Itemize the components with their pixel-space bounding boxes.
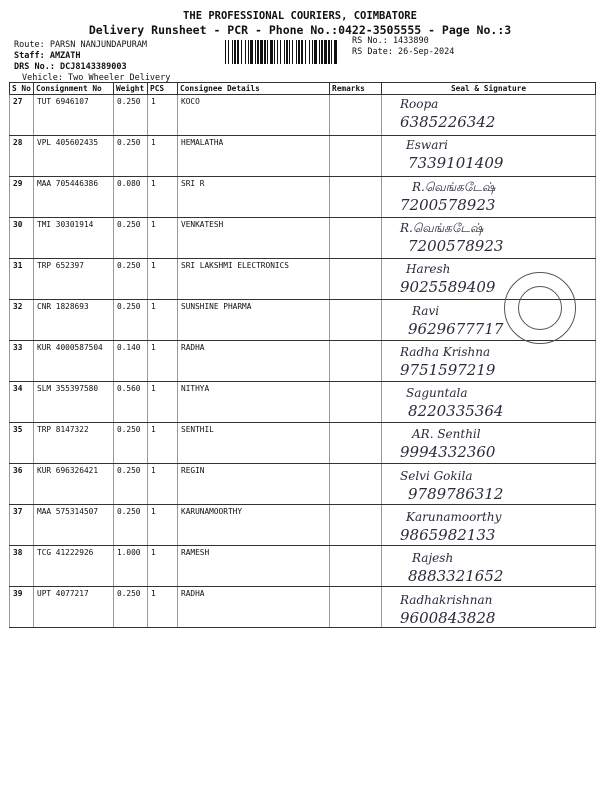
- cell-weight: 0.250: [114, 423, 148, 464]
- cell-consignee: SRI LAKSHMI ELECTRONICS: [178, 259, 330, 300]
- col-sno-header: S No: [10, 83, 34, 95]
- table-header-row: [10, 83, 596, 95]
- table-row: [10, 546, 596, 587]
- cell-pcs: 1: [148, 136, 178, 177]
- cell-sno: 32: [10, 300, 34, 341]
- col-remarks-header: Remarks: [330, 83, 382, 95]
- cell-pcs: 1: [148, 177, 178, 218]
- signature-phone: 9994332360: [400, 443, 496, 462]
- cell-remarks: [330, 546, 382, 587]
- signature-phone: 7200578923: [400, 195, 496, 214]
- cell-cno: KUR 4000587504: [34, 341, 114, 382]
- signature-name: Rajesh: [412, 551, 454, 566]
- signature-name: Ravi: [412, 303, 440, 318]
- seal-stamp-inner: [518, 286, 562, 330]
- cell-sno: 36: [10, 464, 34, 505]
- table-row: [10, 218, 596, 259]
- signature-name: R.வெங்கடேஷ்: [400, 220, 484, 235]
- signature-name: R.வெங்கடேஷ்: [412, 179, 496, 194]
- drs-label: DRS No.: DCJ8143389003: [14, 62, 127, 72]
- cell-pcs: 1: [148, 259, 178, 300]
- cell-cno: UPT 4077217: [34, 587, 114, 628]
- cell-cno: TCG 41222926: [34, 546, 114, 587]
- signature-name: AR. Senthil: [412, 427, 481, 442]
- cell-consignee: REGIN: [178, 464, 330, 505]
- delivery-table: [9, 82, 596, 628]
- cell-sno: 31: [10, 259, 34, 300]
- signature-name: Roopa: [400, 97, 439, 111]
- cell-remarks: [330, 423, 382, 464]
- cell-consignee: RADHA: [178, 341, 330, 382]
- cell-weight: 1.000: [114, 546, 148, 587]
- vehicle-label: Vehicle: Two Wheeler Delivery: [22, 73, 171, 83]
- signature-phone: 6385226342: [400, 113, 496, 131]
- cell-sno: 33: [10, 341, 34, 382]
- signature-name: Karunamoorthy: [406, 510, 502, 524]
- signature-phone: 7339101409: [408, 154, 504, 173]
- table-row: [10, 95, 596, 136]
- cell-remarks: [330, 259, 382, 300]
- cell-remarks: [330, 464, 382, 505]
- cell-remarks: [330, 136, 382, 177]
- cell-consignee: SENTHIL: [178, 423, 330, 464]
- cell-remarks: [330, 382, 382, 423]
- cell-remarks: [330, 341, 382, 382]
- cell-consignee: SUNSHINE PHARMA: [178, 300, 330, 341]
- cell-sno: 29: [10, 177, 34, 218]
- cell-weight: 0.560: [114, 382, 148, 423]
- signature-name: Haresh: [406, 262, 451, 277]
- cell-sno: 27: [10, 95, 34, 136]
- cell-sno: 34: [10, 382, 34, 423]
- signature-phone: 9751597219: [400, 360, 496, 379]
- cell-weight: 0.250: [114, 95, 148, 136]
- runsheet-title: Delivery Runsheet - PCR - Phone No.:0422-3505555 - Page No.:3: [88, 23, 512, 37]
- cell-consignee: NITHYA: [178, 382, 330, 423]
- cell-cno: KUR 696326421: [34, 464, 114, 505]
- cell-cno: TRP 8147322: [34, 423, 114, 464]
- cell-cno: CNR 1828693: [34, 300, 114, 341]
- cell-pcs: 1: [148, 300, 178, 341]
- rs-number: RS No.: 1433890: [352, 36, 429, 46]
- route-label: Route: PARSN NANJUNDAPURAM: [14, 40, 148, 50]
- cell-pcs: 1: [148, 423, 178, 464]
- barcode-icon: [225, 40, 337, 64]
- table-row: [10, 423, 596, 464]
- cell-cno: VPL 405602435: [34, 136, 114, 177]
- cell-weight: 0.140: [114, 341, 148, 382]
- cell-pcs: 1: [148, 505, 178, 546]
- cell-weight: 0.250: [114, 300, 148, 341]
- cell-consignee: RADHA: [178, 587, 330, 628]
- signature-name: Radhakrishnan: [400, 592, 493, 607]
- col-signature-header: Seal & Signature: [382, 83, 596, 95]
- cell-sno: 37: [10, 505, 34, 546]
- table-row: [10, 587, 596, 628]
- cell-remarks: [330, 95, 382, 136]
- cell-remarks: [330, 177, 382, 218]
- cell-cno: TMI 30301914: [34, 218, 114, 259]
- signature-phone: 8220335364: [408, 402, 504, 421]
- cell-pcs: 1: [148, 341, 178, 382]
- table-row: [10, 341, 596, 382]
- table-row: [10, 505, 596, 546]
- cell-pcs: 1: [148, 382, 178, 423]
- cell-weight: 0.250: [114, 218, 148, 259]
- cell-cno: MAA 705446386: [34, 177, 114, 218]
- cell-consignee: KARUNAMOORTHY: [178, 505, 330, 546]
- cell-weight: 0.250: [114, 259, 148, 300]
- cell-weight: 0.250: [114, 587, 148, 628]
- signature-name: Selvi Gokila: [400, 468, 473, 483]
- cell-remarks: [330, 300, 382, 341]
- cell-consignee: RAMESH: [178, 546, 330, 587]
- signature-name: Eswari: [406, 138, 448, 153]
- cell-remarks: [330, 505, 382, 546]
- signature-name: Saguntala: [406, 386, 468, 401]
- cell-cno: SLM 355397580: [34, 382, 114, 423]
- cell-sno: 39: [10, 587, 34, 628]
- cell-consignee: KOCO: [178, 95, 330, 136]
- cell-weight: 0.250: [114, 136, 148, 177]
- cell-remarks: [330, 218, 382, 259]
- cell-weight: 0.080: [114, 177, 148, 218]
- cell-pcs: 1: [148, 587, 178, 628]
- cell-pcs: 1: [148, 95, 178, 136]
- staff-label: Staff: AMZATH: [14, 51, 81, 61]
- col-weight-header: Weight: [114, 83, 148, 95]
- signature-phone: 8883321652: [408, 567, 504, 586]
- signature-phone: 9865982133: [400, 526, 496, 544]
- signature-phone: 9629677717: [408, 319, 504, 338]
- rs-date: RS Date: 26-Sep-2024: [352, 47, 455, 57]
- cell-sno: 30: [10, 218, 34, 259]
- cell-consignee: VENKATESH: [178, 218, 330, 259]
- table-row: [10, 464, 596, 505]
- cell-sno: 35: [10, 423, 34, 464]
- signature-phone: 9600843828: [400, 608, 496, 627]
- col-pcs-header: PCS: [148, 83, 178, 95]
- signature-phone: 9025589409: [400, 278, 496, 297]
- col-consignment-header: Consignment No: [34, 83, 114, 95]
- signature-name: Radha Krishna: [400, 344, 491, 359]
- cell-cno: TRP 652397: [34, 259, 114, 300]
- table-row: [10, 382, 596, 423]
- cell-pcs: 1: [148, 546, 178, 587]
- cell-pcs: 1: [148, 218, 178, 259]
- table-row: [10, 177, 596, 218]
- cell-weight: 0.250: [114, 505, 148, 546]
- cell-sno: 28: [10, 136, 34, 177]
- cell-pcs: 1: [148, 464, 178, 505]
- cell-remarks: [330, 587, 382, 628]
- cell-consignee: HEMALATHA: [178, 136, 330, 177]
- cell-cno: TUT 6946107: [34, 95, 114, 136]
- cell-weight: 0.250: [114, 464, 148, 505]
- cell-cno: MAA 575314507: [34, 505, 114, 546]
- table-row: [10, 136, 596, 177]
- col-consignee-header: Consignee Details: [178, 83, 330, 95]
- signature-phone: 9789786312: [408, 484, 504, 503]
- cell-consignee: SRI R: [178, 177, 330, 218]
- cell-sno: 38: [10, 546, 34, 587]
- signature-phone: 7200578923: [408, 236, 504, 255]
- company-title: THE PROFESSIONAL COURIERS, COIMBATORE: [183, 10, 417, 22]
